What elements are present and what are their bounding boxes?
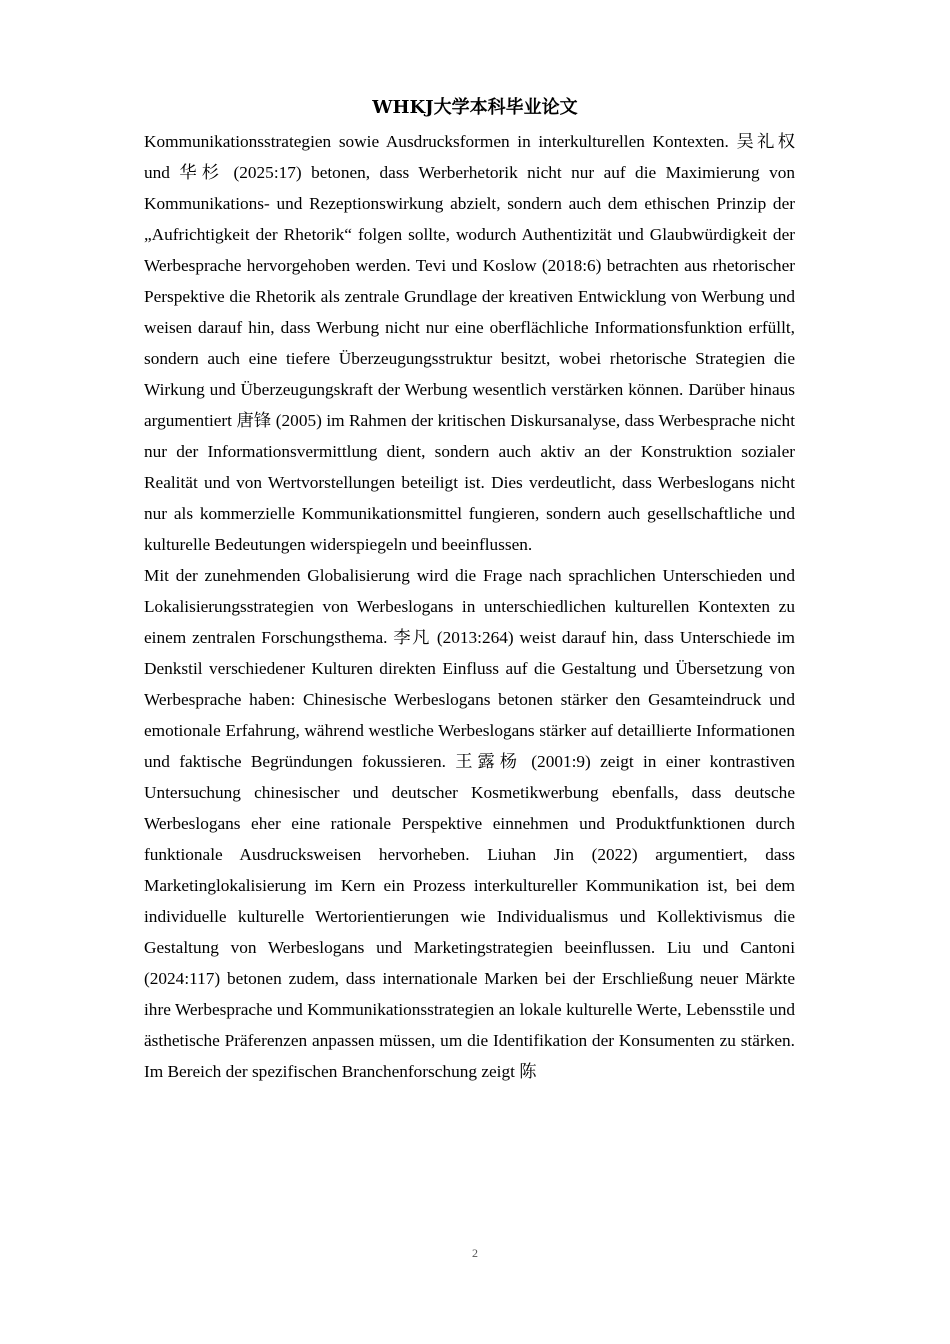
page-header: WHKJ大学本科毕业论文 xyxy=(372,97,578,118)
page-number: 2 xyxy=(472,1246,478,1260)
paragraph-2: Mit der zunehmenden Globalisierung wird die Frage nach sprachlichen Unterschieden und Lokalisierungsstrategien von Werbeslogans in unterschiedlichen kulturellen Kontexten zu einem zentralen Forschungsthema. 李凡 (2013:264) weist darauf hin, dass Unterschiede im Denkstil verschiedener Kulturen direkten Einfluss auf die Gestaltung und Übersetzung von Werbesprache haben: Chinesische Werbeslogans betonen stärker den Gesamteindruck und emotionale Erfahrung, während westliche Werbeslogans stärker auf detaillierte Informationen und faktische Begründungen fokussieren. 王露杨 (2001:9) zeigt in einer kontrastiven Untersuchung chinesischer und deutscher Kosmetikwerbung ebenfalls, dass deutsche Werbeslogans eher eine rationale Perspektive einnehmen und Produktfunktionen durch funktionale Ausdrucksweisen hervorheben. Liuhan Jin (2022) argumentiert, dass Marketinglokalisierung im Kern ein Prozess interkultureller Kommunikation ist, bei dem individuelle kulturelle Wertorientierungen wie Individualismus und Kollektivismus die Gestaltung von Werbeslogans und Marketingstrategien beeinflussen. Liu und Cantoni (2024:117) betonen zudem, dass internationale Marken bei der Erschließung neuer Märkte ihre Werbesprache und Kommunikationsstrategien an lokale kulturelle Werte, Lebensstile und ästhetische Präferenzen anpassen müssen, um die Identifikation der Konsumenten zu stärken. Im Bereich der spezifischen Branchenforschung zeigt 陈 xyxy=(144,566,795,1081)
body-text xyxy=(144,126,795,1087)
paragraph-1: Kommunikationsstrategien sowie Ausdrucksformen in interkulturellen Kontexten. 吴礼权 und 华杉 (2025:17) betonen, dass Werberhetorik nicht nur auf die Maximierung von Kommunikations- und Rezeptionswirkung abzielt, sondern auch dem ethischen Prinzip der „Aufrichtigkeit der Rhetorik“ folgen sollte, wodurch Authentizität und Glaubwürdigkeit der Werbesprache hervorgehoben werden. Tevi und Koslow (2018:6) betrachten aus rhetorischer Perspektive die Rhetorik als zentrale Grundlage der kreativen Entwicklung von Werbung und weisen darauf hin, dass Werbung nicht nur eine oberflächliche Informationsfunktion erfüllt, sondern auch eine tiefere Überzeugungsstruktur besitzt, wobei rhetorische Strategien die Wirkung und Überzeugungskraft der Werbung wesentlich verstärken können. Darüber hinaus argumentiert 唐锋 (2005) im Rahmen der kritischen Diskursanalyse, dass Werbesprache nicht nur der Informationsvermittlung dient, sondern auch aktiv an der Konstruktion sozialer Realität und von Wertvorstellungen beteiligt ist. Dies verdeutlicht, dass Werbeslogans nicht nur als kommerzielle Kommunikationsmittel fungieren, sondern auch gesellschaftliche und kulturelle Bedeutungen widerspiegeln und beeinflussen. xyxy=(144,132,795,554)
